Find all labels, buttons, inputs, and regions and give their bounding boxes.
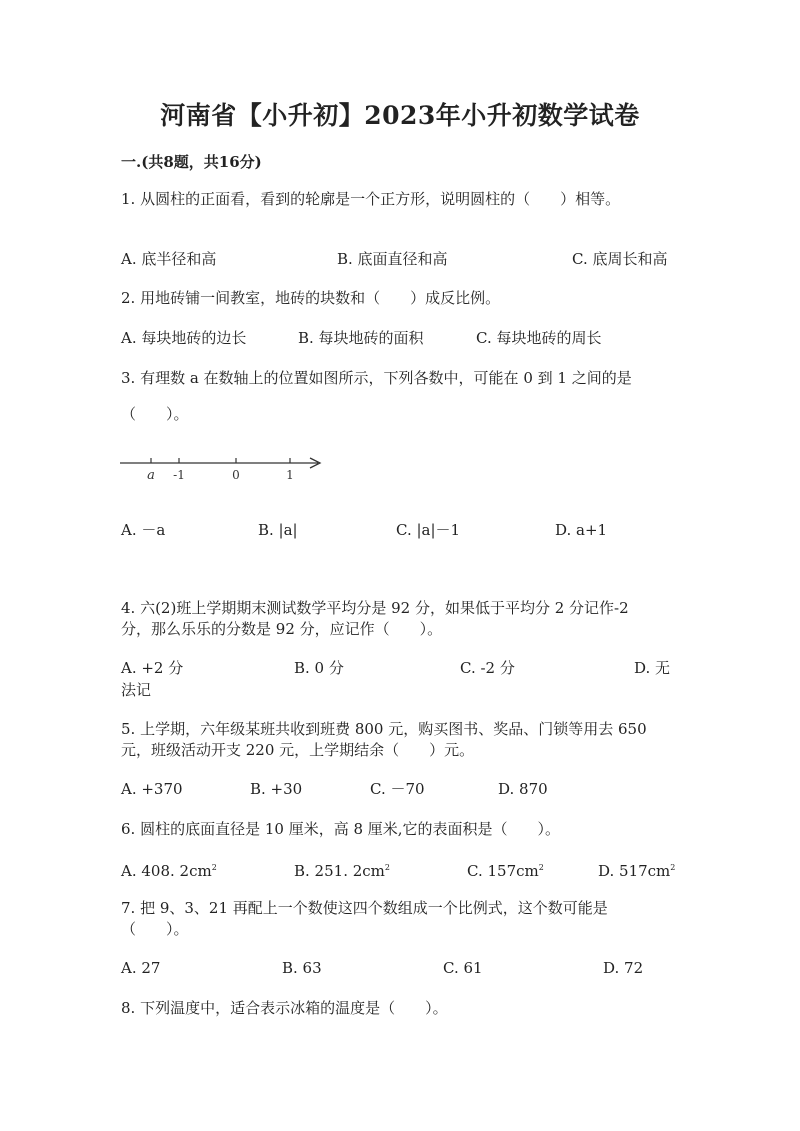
question-6-option-d — [598, 858, 675, 881]
question-4-option-d: D. 无 — [634, 659, 671, 677]
question-3-option-d: D. a+1 — [555, 521, 608, 539]
question-4-option-b: B. 0 分 — [294, 659, 344, 677]
question-3-option-a: A. －a — [121, 521, 166, 539]
question-7-option-a: A. 27 — [121, 959, 161, 977]
question-1-option-b: B. 底面直径和高 — [337, 250, 448, 268]
number-line-figure — [118, 452, 328, 486]
question-6-option-c — [467, 858, 544, 881]
question-5-option-a: A. +370 — [121, 780, 183, 798]
question-7-option-d: D. 72 — [603, 959, 644, 977]
question-5-option-b: B. +30 — [250, 780, 303, 798]
question-2-option-c: C. 每块地砖的周长 — [476, 329, 602, 347]
question-5-text-line-2: 元，班级活动开支 220 元，上学期结余（ ）元。 — [121, 741, 475, 759]
question-6-option-d-text: D. 517cm — [598, 862, 671, 880]
question-5-option-d: D. 870 — [498, 780, 548, 798]
question-7-text-line-1: 7. 把 9、3、21 再配上一个数使这四个数组成一个比例式，这个数可能是 — [121, 899, 608, 917]
question-4-text-line-1: 4. 六(2)班上学期期末测试数学平均分是 92 分，如果低于平均分 2 分记作-2 — [121, 599, 629, 617]
question-6-option-b — [294, 858, 390, 881]
question-8-text: 8. 下列温度中，适合表示冰箱的温度是（ ）。 — [121, 999, 448, 1017]
question-1-option-c: C. 底周长和高 — [572, 250, 668, 268]
question-7-text-line-2: （ ）。 — [121, 920, 189, 938]
question-3-text-line-2: （ ）。 — [121, 405, 189, 423]
unit-superscript: 2 — [384, 863, 390, 872]
question-2-option-a: A. 每块地砖的边长 — [121, 329, 247, 347]
question-3-option-c: C. |a|－1 — [396, 521, 461, 539]
question-4-option-d-wrap: 法记 — [121, 681, 152, 699]
question-1-text: 1. 从圆柱的正面看，看到的轮廓是一个正方形，说明圆柱的（ ）相等。 — [121, 190, 621, 208]
question-2-text: 2. 用地砖铺一间教室，地砖的块数和（ ）成反比例。 — [121, 289, 501, 307]
question-6-text: 6. 圆柱的底面直径是 10 厘米，高 8 厘米,它的表面积是（ ）。 — [121, 820, 561, 838]
question-5-option-c: C. －70 — [370, 780, 425, 798]
question-5-text-line-1: 5. 上学期，六年级某班共收到班费 800 元，购买图书、奖品、门锁等用去 650 — [121, 720, 647, 738]
question-1-option-a: A. 底半径和高 — [121, 250, 217, 268]
question-6-option-c-text: C. 157cm — [467, 862, 539, 880]
section-heading: 一.(共8题，共16分) — [121, 153, 262, 171]
number-line-label-0: 0 — [232, 468, 240, 482]
unit-superscript: 2 — [211, 863, 217, 872]
question-3-option-b: B. |a| — [258, 521, 298, 539]
question-4-text-line-2: 分，那么乐乐的分数是 92 分，应记作（ ）。 — [121, 620, 443, 638]
unit-superscript: 2 — [538, 863, 544, 872]
question-4-option-a: A. +2 分 — [121, 659, 184, 677]
question-4-option-c: C. -2 分 — [460, 659, 515, 677]
question-7-option-b: B. 63 — [282, 959, 322, 977]
question-2-option-b: B. 每块地砖的面积 — [298, 329, 424, 347]
number-line-label-1: 1 — [286, 468, 294, 482]
number-line-label-a: a — [147, 468, 155, 483]
question-6-option-a-text: A. 408. 2cm — [121, 862, 212, 880]
question-7-option-c: C. 61 — [443, 959, 483, 977]
question-6-option-b-text: B. 251. 2cm — [294, 862, 385, 880]
question-3-text-line-1: 3. 有理数 a 在数轴上的位置如图所示，下列各数中，可能在 0 到 1 之间的是 — [121, 369, 632, 387]
question-6-option-a — [121, 858, 217, 881]
number-line-label-minus-1: -1 — [173, 468, 185, 482]
page-title: 河南省【小升初】2023年小升初数学试卷 — [160, 101, 640, 130]
unit-superscript: 2 — [670, 863, 676, 872]
